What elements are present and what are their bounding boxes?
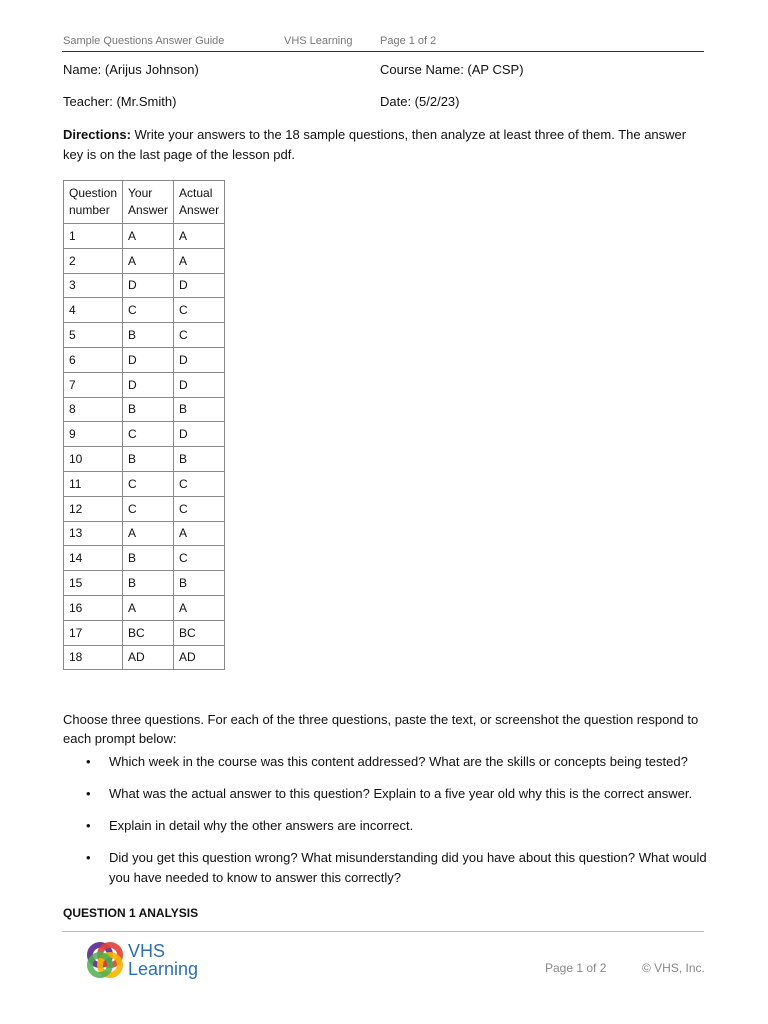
prompt-list xyxy=(63,752,713,900)
table-row xyxy=(64,298,225,323)
table-row xyxy=(64,496,225,521)
actual-answer-cell: C xyxy=(174,546,225,571)
table-row xyxy=(64,471,225,496)
table-row xyxy=(64,372,225,397)
your-answer-cell: B xyxy=(123,571,174,596)
your-answer-cell: BC xyxy=(123,620,174,645)
question-number-cell: 13 xyxy=(64,521,123,546)
question-number-cell: 7 xyxy=(64,372,123,397)
table-row xyxy=(64,397,225,422)
your-answer-cell: C xyxy=(123,298,174,323)
header-page: Page 1 of 2 xyxy=(380,35,437,47)
prompt-item xyxy=(63,816,713,836)
your-answer-cell: A xyxy=(123,224,174,249)
table-row xyxy=(64,645,225,670)
table-header-row xyxy=(64,181,225,224)
actual-answer-cell: B xyxy=(174,447,225,472)
question-number-cell: 10 xyxy=(64,447,123,472)
question-number-cell: 16 xyxy=(64,595,123,620)
your-answer-cell: B xyxy=(123,546,174,571)
table-row xyxy=(64,620,225,645)
course-name: Course Name: (AP CSP) xyxy=(380,62,524,77)
header-divider xyxy=(62,51,704,52)
table-row xyxy=(64,595,225,620)
header-your-answer: Your Answer xyxy=(123,181,174,224)
actual-answer-cell: D xyxy=(174,422,225,447)
table-row xyxy=(64,273,225,298)
your-answer-cell: C xyxy=(123,496,174,521)
your-answer-cell: A xyxy=(123,521,174,546)
your-answer-cell: D xyxy=(123,372,174,397)
actual-answer-cell: C xyxy=(174,298,225,323)
date-field: Date: (5/2/23) xyxy=(380,94,460,109)
table-row xyxy=(64,248,225,273)
your-answer-cell: A xyxy=(123,595,174,620)
prompt-item xyxy=(63,848,713,888)
bullet-icon: • xyxy=(86,850,91,865)
footer-page: Page 1 of 2 xyxy=(545,961,607,975)
question-number-cell: 2 xyxy=(64,248,123,273)
section-heading: QUESTION 1 ANALYSIS xyxy=(63,906,199,920)
table-row xyxy=(64,422,225,447)
actual-answer-cell: A xyxy=(174,248,225,273)
question-number-cell: 3 xyxy=(64,273,123,298)
footer-copyright: © VHS, Inc. xyxy=(642,961,705,975)
table-row xyxy=(64,546,225,571)
vhs-logo-icon xyxy=(86,942,126,980)
actual-answer-cell: D xyxy=(174,347,225,372)
student-name: Name: (Arijus Johnson) xyxy=(63,62,199,77)
question-number-cell: 14 xyxy=(64,546,123,571)
your-answer-cell: D xyxy=(123,273,174,298)
your-answer-cell: D xyxy=(123,347,174,372)
question-number-cell: 11 xyxy=(64,471,123,496)
header-org: VHS Learning xyxy=(284,35,353,47)
question-number-cell: 4 xyxy=(64,298,123,323)
actual-answer-cell: C xyxy=(174,496,225,521)
table-row xyxy=(64,224,225,249)
table-row xyxy=(64,571,225,596)
actual-answer-cell: B xyxy=(174,571,225,596)
your-answer-cell: C xyxy=(123,422,174,447)
prompt-item xyxy=(63,752,713,772)
logo-text xyxy=(128,942,198,978)
your-answer-cell: AD xyxy=(123,645,174,670)
header-question-number: Question number xyxy=(64,181,123,224)
bullet-icon: • xyxy=(86,786,91,801)
actual-answer-cell: C xyxy=(174,471,225,496)
header-actual-answer: Actual Answer xyxy=(174,181,225,224)
question-number-cell: 15 xyxy=(64,571,123,596)
header-doc-title: Sample Questions Answer Guide xyxy=(63,35,225,47)
prompt-text: Did you get this question wrong? What misunderstanding did you have about this question? What would you have needed to know to answer this correctly? xyxy=(109,850,707,885)
directions xyxy=(63,125,708,165)
table-row xyxy=(64,347,225,372)
prompt-text: Which week in the course was this content addressed? What are the skills or concepts being tested? xyxy=(109,754,688,769)
actual-answer-cell: AD xyxy=(174,645,225,670)
actual-answer-cell: D xyxy=(174,273,225,298)
actual-answer-cell: B xyxy=(174,397,225,422)
your-answer-cell: B xyxy=(123,447,174,472)
your-answer-cell: B xyxy=(123,323,174,348)
your-answer-cell: C xyxy=(123,471,174,496)
logo-line-vhs: VHS xyxy=(128,941,166,961)
prompt-text: What was the actual answer to this question? Explain to a five year old why this is the correct answer. xyxy=(109,786,693,801)
question-number-cell: 6 xyxy=(64,347,123,372)
answer-table xyxy=(63,180,225,670)
table-row xyxy=(64,521,225,546)
bullet-icon: • xyxy=(86,818,91,833)
bullet-icon: • xyxy=(86,754,91,769)
question-number-cell: 12 xyxy=(64,496,123,521)
directions-text: Write your answers to the 18 sample questions, then analyze at least three of them. The answer key is on the last page of the lesson pdf. xyxy=(63,127,687,162)
actual-answer-cell: A xyxy=(174,224,225,249)
actual-answer-cell: A xyxy=(174,595,225,620)
choose-instructions: Choose three questions. For each of the three questions, paste the text, or screenshot the question respond to each prompt below: xyxy=(63,712,699,746)
prompt-text: Explain in detail why the other answers are incorrect. xyxy=(109,818,414,833)
answer-table-body xyxy=(64,224,225,670)
your-answer-cell: B xyxy=(123,397,174,422)
actual-answer-cell: C xyxy=(174,323,225,348)
teacher-name: Teacher: (Mr.Smith) xyxy=(63,94,177,109)
question-number-cell: 18 xyxy=(64,645,123,670)
prompt-item xyxy=(63,784,713,804)
your-answer-cell: A xyxy=(123,248,174,273)
actual-answer-cell: BC xyxy=(174,620,225,645)
question-number-cell: 17 xyxy=(64,620,123,645)
table-row xyxy=(64,323,225,348)
question-number-cell: 8 xyxy=(64,397,123,422)
question-number-cell: 1 xyxy=(64,224,123,249)
logo-line-learning: Learning xyxy=(128,959,199,979)
table-row xyxy=(64,447,225,472)
actual-answer-cell: D xyxy=(174,372,225,397)
footer-divider xyxy=(62,931,704,932)
question-number-cell: 9 xyxy=(64,422,123,447)
directions-label: Directions: xyxy=(63,127,131,142)
question-number-cell: 5 xyxy=(64,323,123,348)
actual-answer-cell: A xyxy=(174,521,225,546)
